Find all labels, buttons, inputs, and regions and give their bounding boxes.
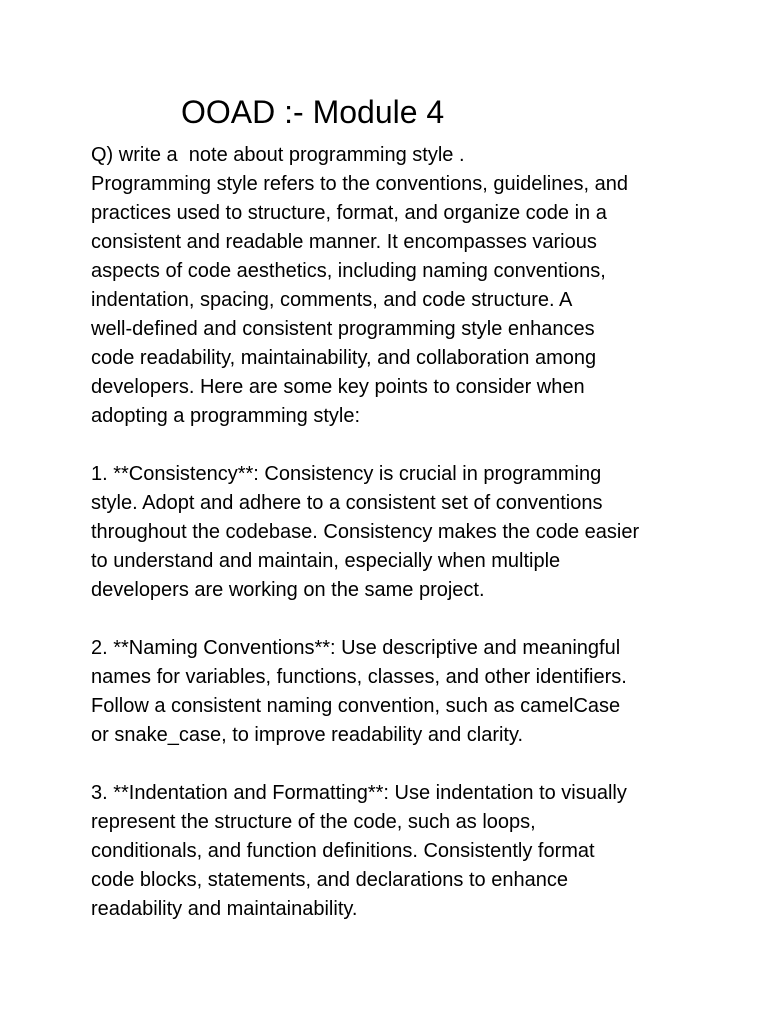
intro-paragraph — [91, 170, 711, 431]
page-title: OOAD :- Module 4 — [181, 94, 445, 130]
intro-line: adopting a programming style: — [91, 405, 361, 427]
intro-line: Programming style refers to the conventions, guidelines, and — [91, 173, 628, 195]
intro-line: code readability, maintainability, and collaboration among — [91, 347, 597, 369]
intro-line: aspects of code aesthetics, including naming conventions, — [91, 260, 606, 282]
intro-line: developers. Here are some key points to consider when — [91, 376, 585, 398]
point-line: represent the structure of the code, such as loops, — [91, 811, 536, 833]
point-line: or snake_case, to improve readability and clarity. — [91, 724, 524, 746]
point-line: readability and maintainability. — [91, 898, 358, 920]
point-line: to understand and maintain, especially when multiple — [91, 550, 561, 572]
point-line: developers are working on the same project. — [91, 579, 485, 601]
paragraph-spacer — [91, 605, 711, 634]
document-body — [91, 141, 711, 924]
point-indentation-formatting — [91, 779, 711, 924]
paragraph-spacer — [91, 750, 711, 779]
point-consistency — [91, 460, 711, 605]
paragraph-spacer — [91, 431, 711, 460]
point-line: 1. **Consistency**: Consistency is crucial in programming — [91, 463, 602, 485]
intro-line: practices used to structure, format, and organize code in a — [91, 202, 607, 224]
question-line: Q) write a note about programming style . — [91, 144, 465, 166]
intro-line: well-defined and consistent programming style enhances — [91, 318, 595, 340]
point-line: names for variables, functions, classes, and other identifiers. — [91, 666, 627, 688]
point-line: 3. **Indentation and Formatting**: Use indentation to visually — [91, 782, 627, 804]
intro-line: indentation, spacing, comments, and code structure. A — [91, 289, 573, 311]
point-line: style. Adopt and adhere to a consistent set of conventions — [91, 492, 603, 514]
point-line: code blocks, statements, and declarations to enhance — [91, 869, 568, 891]
intro-line: consistent and readable manner. It encompasses various — [91, 231, 597, 253]
point-line: 2. **Naming Conventions**: Use descriptive and meaningful — [91, 637, 621, 659]
point-line: conditionals, and function definitions. Consistently format — [91, 840, 595, 862]
point-line: Follow a consistent naming convention, such as camelCase — [91, 695, 621, 717]
point-naming-conventions — [91, 634, 711, 750]
point-line: throughout the codebase. Consistency makes the code easier — [91, 521, 640, 543]
